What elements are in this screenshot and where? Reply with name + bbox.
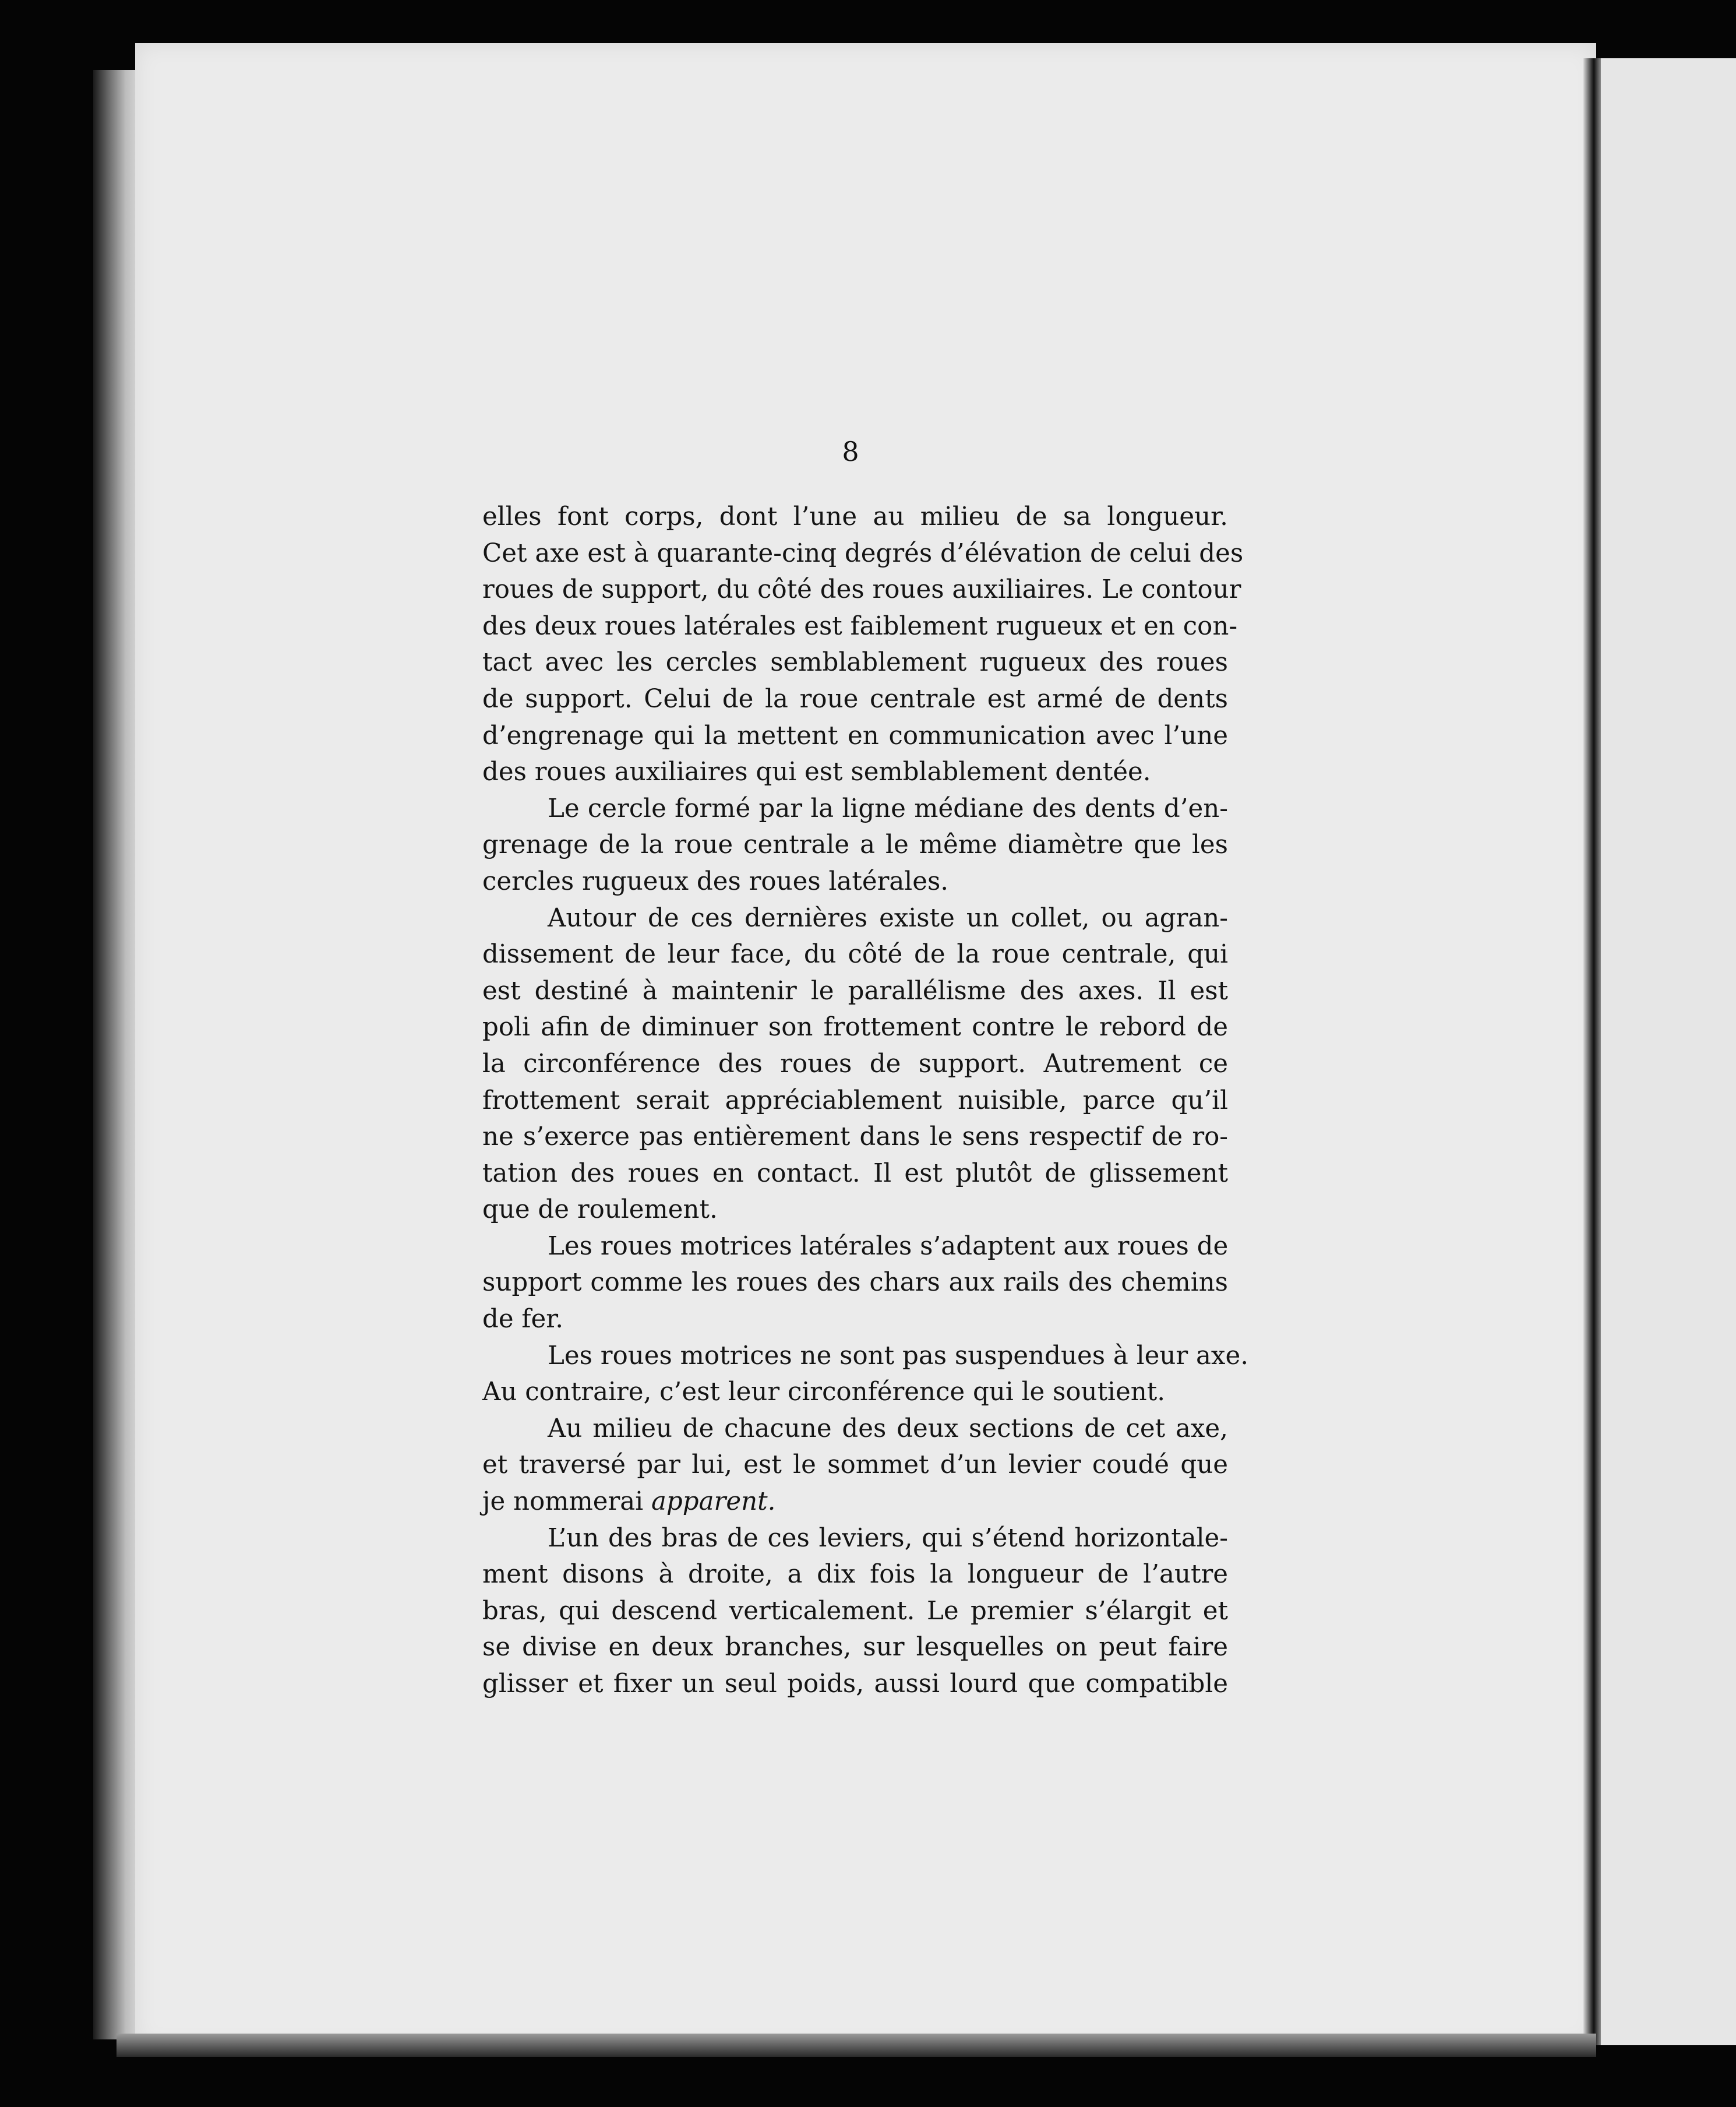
text-line: des roues auxiliaires qui est semblablement dentée. xyxy=(482,757,1151,787)
text-line: la circonférence des roues de support. Autrement ce xyxy=(482,1049,1228,1079)
text-line: se divise en deux branches, sur lesquelles on peut faire xyxy=(482,1633,1228,1662)
text-line: roues de support, du côté des roues auxiliaires. Le contour xyxy=(482,575,1241,605)
text-line: Autour de ces dernières existe un collet, ou agran- xyxy=(548,903,1228,933)
text-line: Les roues motrices ne sont pas suspendues à leur axe. xyxy=(548,1341,1249,1370)
text-line: bras, qui descend verticalement. Le premier s’élargit et xyxy=(482,1596,1228,1626)
text-line: dissement de leur face, du côté de la roue centrale, qui xyxy=(482,940,1228,970)
paragraph xyxy=(482,1520,1228,1703)
text-line: ment disons à droite, a dix fois la longueur de l’autre xyxy=(482,1560,1228,1590)
text-line: Le cercle formé par la ligne médiane des dents d’en- xyxy=(548,794,1228,823)
text-line: que de roulement. xyxy=(482,1195,718,1225)
text-line: d’engrenage qui la mettent en communication avec l’une xyxy=(482,721,1228,751)
body-text xyxy=(482,499,1249,1703)
text-line: L’un des bras de ces leviers, qui s’étend horizontale- xyxy=(548,1523,1228,1553)
page-number: 8 xyxy=(842,436,859,467)
text-line: et traversé par lui, est le sommet d’un levier coudé que xyxy=(482,1450,1228,1480)
bottom-page-edge xyxy=(117,2034,1596,2057)
text-line: Les roues motrices latérales s’adaptent aux roues de xyxy=(548,1231,1229,1261)
text-line: grenage de la roue centrale a le même diamètre que les xyxy=(482,830,1228,860)
text-line: poli afin de diminuer son frottement contre le rebord de xyxy=(482,1013,1228,1042)
text-line: Au contraire, c’est leur circonférence qui le soutient. xyxy=(482,1377,1166,1407)
paragraph xyxy=(482,791,1228,900)
text-line: Cet axe est à quarante-cinq degrés d’élévation de celui des xyxy=(482,538,1244,568)
page-gutter xyxy=(1583,58,1601,2045)
text-line: support comme les roues des chars aux rails des chemins xyxy=(482,1268,1228,1298)
text-line: elles font corps, dont l’une au milieu de sa longueur. xyxy=(482,502,1228,531)
text-line: frottement serait appréciablement nuisible, parce qu’il xyxy=(482,1086,1228,1115)
left-page-edge xyxy=(93,70,140,2039)
paragraph xyxy=(482,1411,1228,1520)
text-line: ne s’exerce pas entièrement dans le sens respectif de ro- xyxy=(482,1122,1228,1152)
paragraph xyxy=(482,1228,1228,1338)
text-line: de fer. xyxy=(482,1305,564,1334)
italic-term: apparent. xyxy=(651,1487,776,1517)
text-line: cercles rugueux des roues latérales. xyxy=(482,866,949,896)
text-line: est destiné à maintenir le parallélisme des axes. Il est xyxy=(482,976,1228,1006)
facing-page-edge xyxy=(1596,58,1736,2045)
text-line: glisser et fixer un seul poids, aussi lourd que compatible xyxy=(482,1669,1228,1699)
paragraph xyxy=(482,1338,1249,1411)
text-line: des deux roues latérales est faiblement rugueux et en con- xyxy=(482,611,1238,641)
paragraph xyxy=(482,499,1244,791)
paragraph xyxy=(482,900,1228,1228)
text-line: tact avec les cercles semblablement rugueux des roues xyxy=(482,648,1228,678)
text-line: de support. Celui de la roue centrale est armé de dents xyxy=(482,684,1228,714)
text-line: tation des roues en contact. Il est plutôt de glissement xyxy=(482,1158,1228,1188)
text-run: je nommerai xyxy=(482,1487,651,1517)
text-line xyxy=(482,1484,1228,1520)
text-line: Au milieu de chacune des deux sections de cet axe, xyxy=(548,1414,1228,1443)
